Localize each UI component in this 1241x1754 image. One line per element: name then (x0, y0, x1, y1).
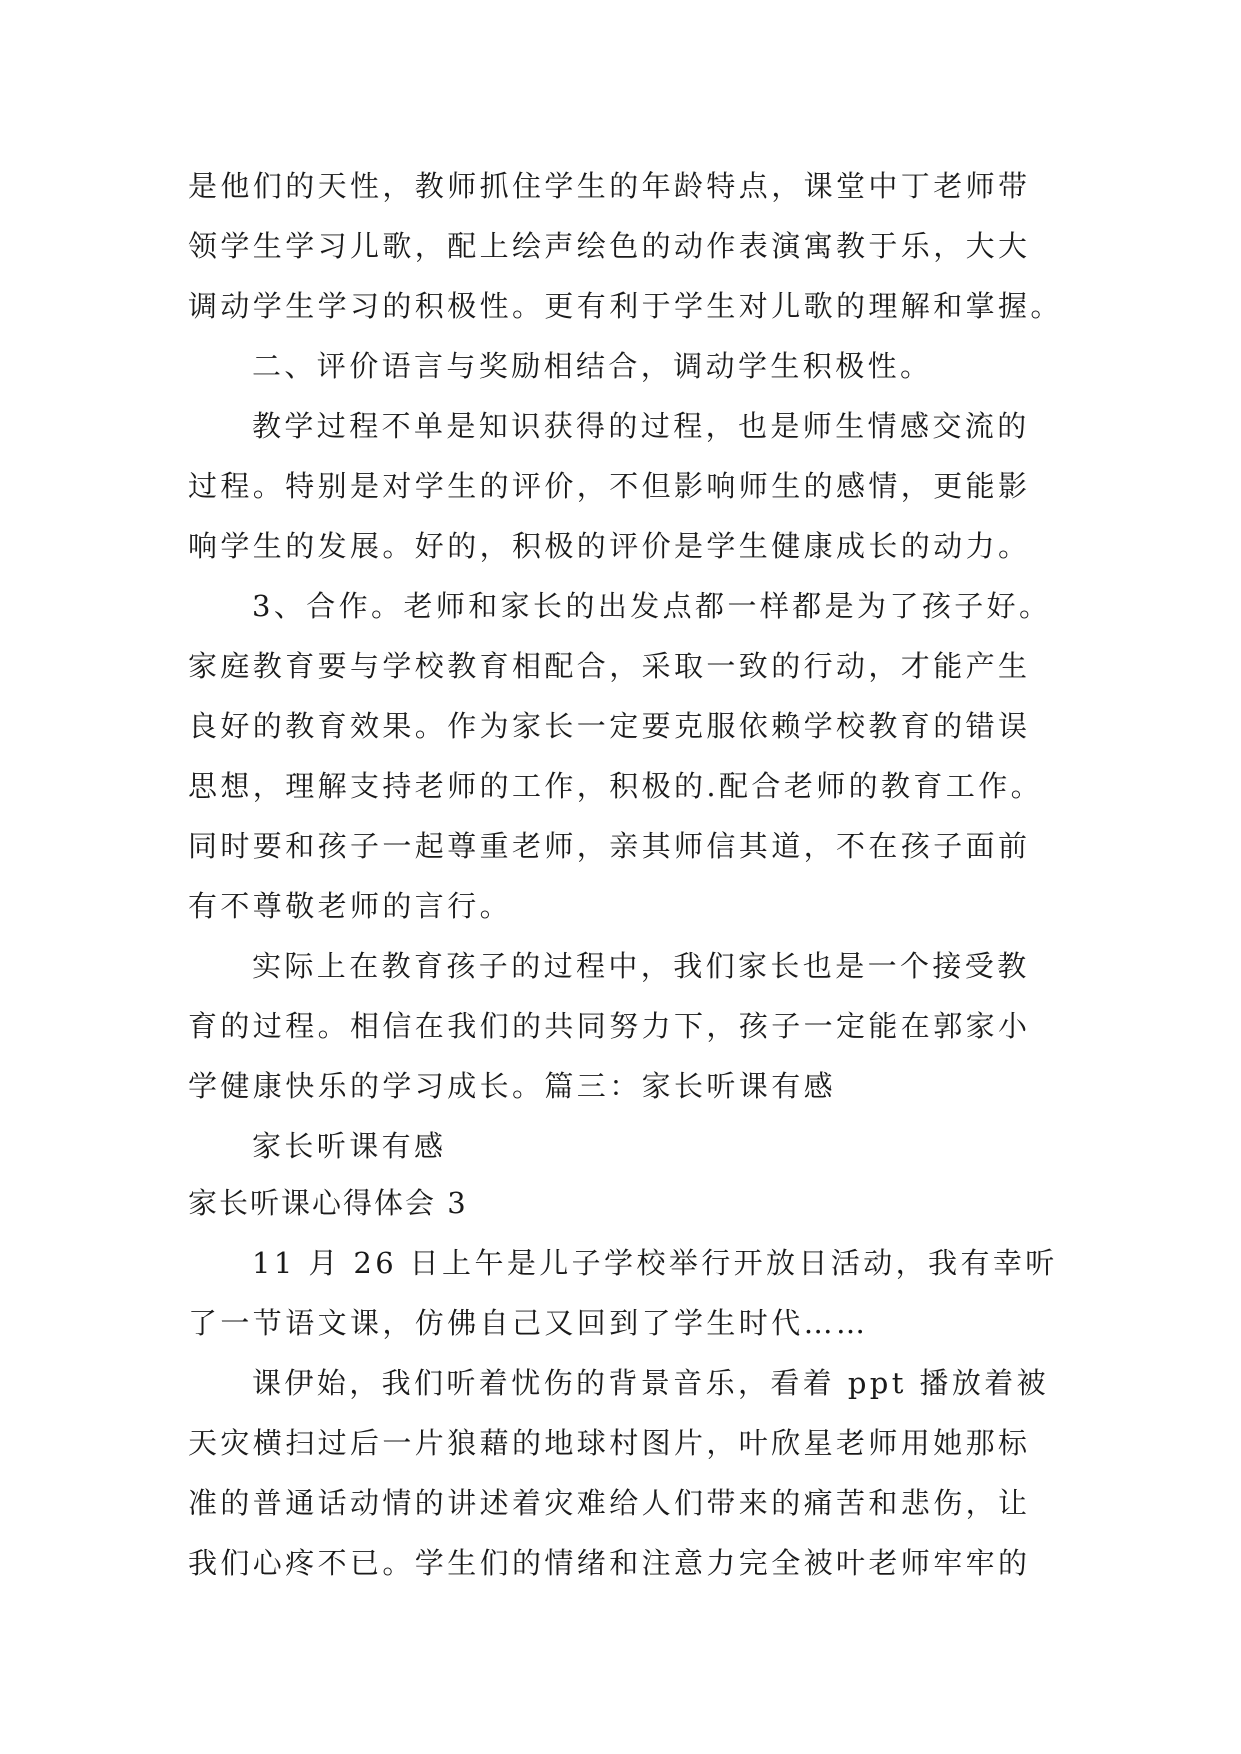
text-line: 学健康快乐的学习成长。篇三：家长听课有感 (188, 1069, 837, 1103)
text-line: 教学过程不单是知识获得的过程，也是师生情感交流的 (252, 409, 1030, 443)
article-title: 家长听课有感 (252, 1129, 447, 1163)
text-line: 同时要和孩子一起尊重老师，亲其师信其道，不在孩子面前 (188, 829, 1031, 863)
text-line: 我们心疼不已。学生们的情绪和注意力完全被叶老师牢牢的 (188, 1546, 1031, 1580)
section-heading: 二、评价语言与奖励相结合，调动学生积极性。 (252, 349, 933, 383)
text-line: 3、合作。老师和家长的出发点都一样都是为了孩子好。 (252, 589, 1052, 623)
text-line: 育的过程。相信在我们的共同努力下，孩子一定能在郭家小 (188, 1009, 1031, 1043)
text-line: 领学生学习儿歌，配上绘声绘色的动作表演寓教于乐，大大 (188, 229, 1031, 263)
text-line: 课伊始，我们听着忧伤的背景音乐，看着 ppt 播放着被 (252, 1366, 1050, 1400)
text-line: 11 月 26 日上午是儿子学校举行开放日活动，我有幸听 (252, 1246, 1058, 1280)
text-line: 过程。特别是对学生的评价，不但影响师生的感情，更能影 (188, 469, 1031, 503)
article-subtitle: 家长听课心得体会 3 (188, 1186, 468, 1220)
text-line: 是他们的天性，教师抓住学生的年龄特点，课堂中丁老师带 (188, 169, 1031, 203)
text-line: 良好的教育效果。作为家长一定要克服依赖学校教育的错误 (188, 709, 1031, 743)
text-line: 家庭教育要与学校教育相配合，采取一致的行动，才能产生 (188, 649, 1031, 683)
text-line: 响学生的发展。好的，积极的评价是学生健康成长的动力。 (188, 529, 1031, 563)
text-line: 实际上在教育孩子的过程中，我们家长也是一个接受教 (252, 949, 1030, 983)
text-line: 准的普通话动情的讲述着灾难给人们带来的痛苦和悲伤，让 (188, 1486, 1031, 1520)
text-line: 有不尊敬老师的言行。 (188, 889, 513, 923)
text-line: 调动学生学习的积极性。更有利于学生对儿歌的理解和掌握。 (188, 289, 1063, 323)
text-line: 天灾横扫过后一片狼藉的地球村图片，叶欣星老师用她那标 (188, 1426, 1031, 1460)
text-line: 思想，理解支持老师的工作，积极的.配合老师的教育工作。 (188, 769, 1044, 803)
text-line: 了一节语文课，仿佛自己又回到了学生时代…… (188, 1306, 869, 1340)
